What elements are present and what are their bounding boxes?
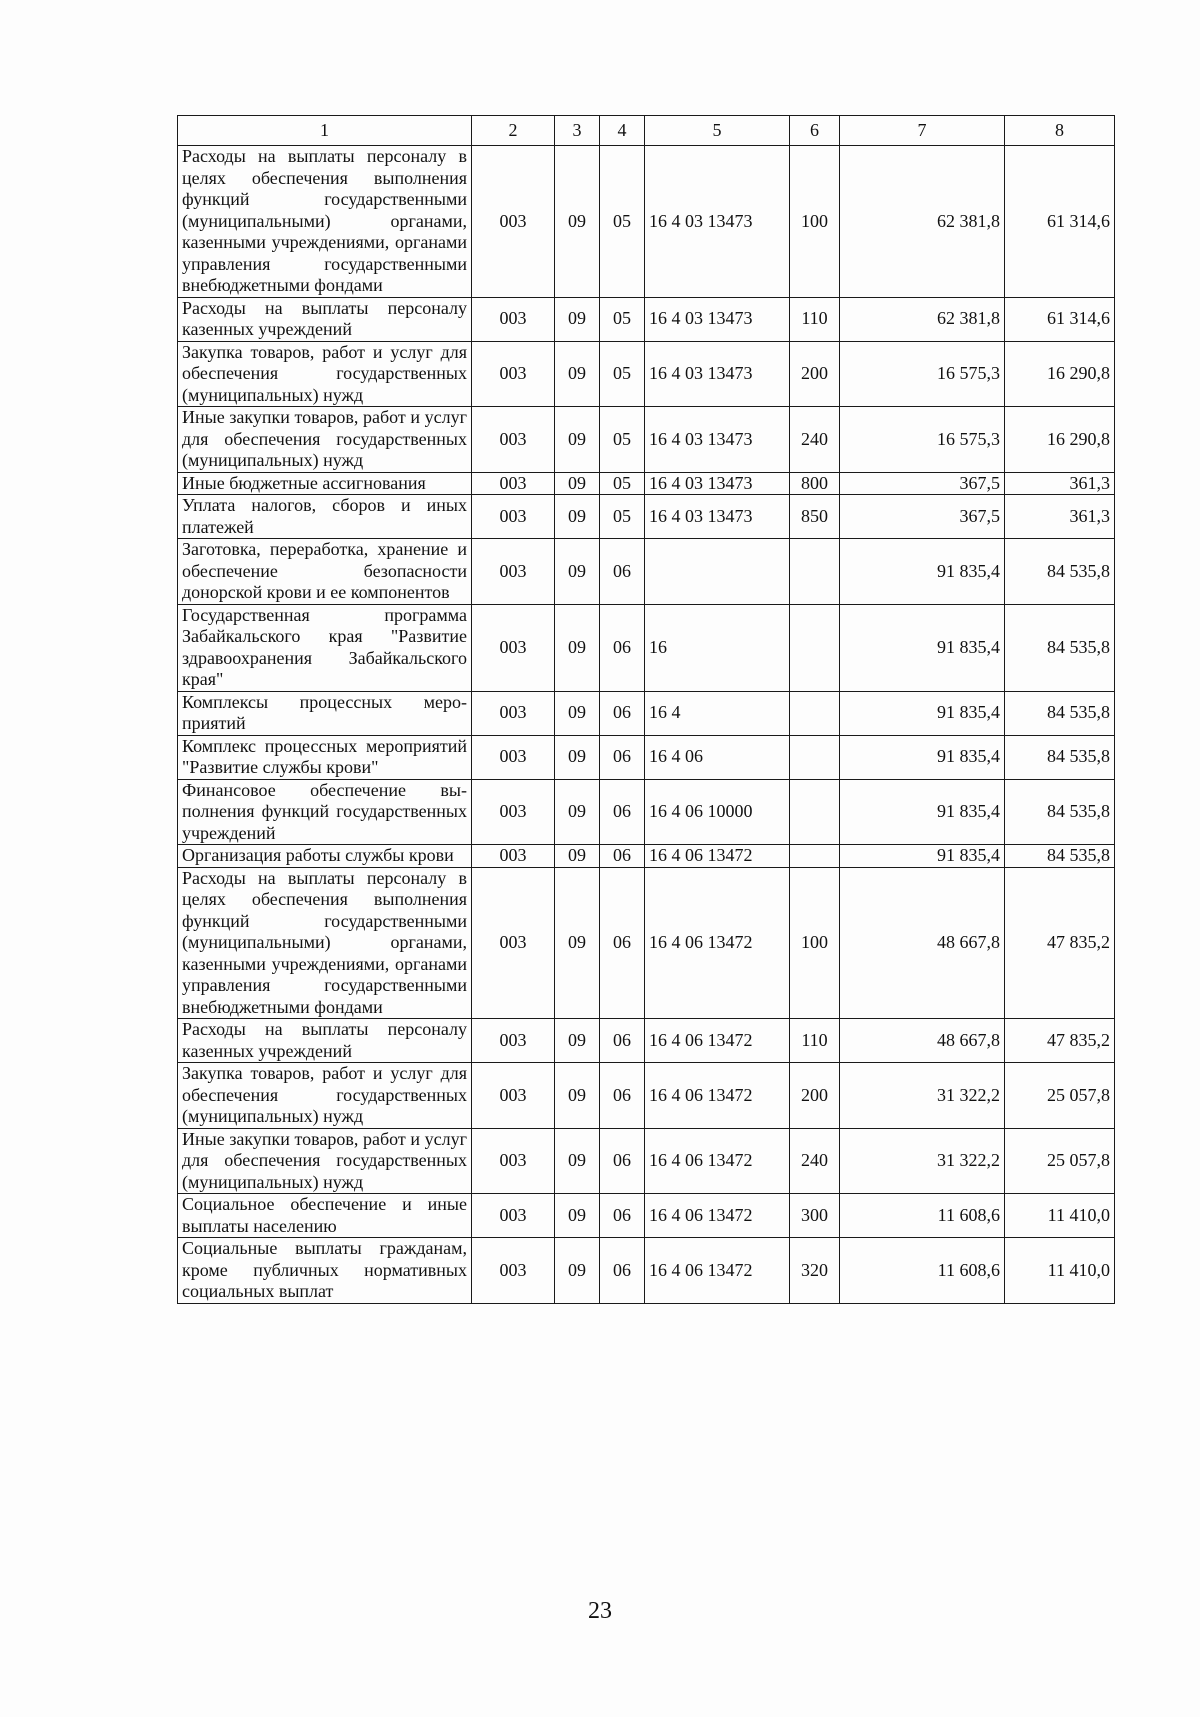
column-header-4: 4: [600, 116, 645, 146]
cell-section: 09: [555, 297, 600, 341]
column-header-8: 8: [1005, 116, 1115, 146]
cell-section: 09: [555, 845, 600, 868]
cell-target-article: 16 4 06 13472: [645, 845, 790, 868]
cell-expense-type: 100: [790, 867, 840, 1019]
cell-expense-type: 200: [790, 1063, 840, 1129]
cell-subsection: 06: [600, 691, 645, 735]
cell-amount-year1: 91 835,4: [840, 779, 1005, 845]
cell-section: 09: [555, 1019, 600, 1063]
cell-amount-year2: 84 535,8: [1005, 604, 1115, 691]
cell-amount-year2: 16 290,8: [1005, 341, 1115, 407]
table-row: [178, 1019, 1115, 1063]
column-header-7: 7: [840, 116, 1005, 146]
cell-amount-year1: 11 608,6: [840, 1194, 1005, 1238]
cell-amount-year2: 84 535,8: [1005, 691, 1115, 735]
cell-description: Иные бюджетные ассигнования: [178, 472, 472, 495]
cell-section: 09: [555, 341, 600, 407]
cell-target-article: 16 4 06 13472: [645, 1128, 790, 1194]
cell-amount-year2: 25 057,8: [1005, 1128, 1115, 1194]
cell-target-article: 16 4: [645, 691, 790, 735]
cell-amount-year1: 91 835,4: [840, 539, 1005, 605]
cell-target-article: 16 4 06 13472: [645, 1194, 790, 1238]
cell-expense-type: [790, 691, 840, 735]
cell-description: Иные закупки товаров, работ и услуг для обеспечения государственных (муниципальных) нужд: [178, 407, 472, 473]
cell-code-admin: 003: [472, 1238, 555, 1304]
cell-code-admin: 003: [472, 407, 555, 473]
cell-description: Уплата налогов, сборов и иных платежей: [178, 495, 472, 539]
cell-target-article: 16 4 03 13473: [645, 472, 790, 495]
cell-subsection: 06: [600, 867, 645, 1019]
cell-section: 09: [555, 1128, 600, 1194]
cell-target-article: 16 4 06 10000: [645, 779, 790, 845]
cell-section: 09: [555, 604, 600, 691]
cell-code-admin: 003: [472, 297, 555, 341]
table-row: [178, 735, 1115, 779]
cell-expense-type: 300: [790, 1194, 840, 1238]
cell-expense-type: 320: [790, 1238, 840, 1304]
cell-amount-year2: 361,3: [1005, 472, 1115, 495]
cell-target-article: 16 4 03 13473: [645, 297, 790, 341]
table-row: [178, 146, 1115, 298]
cell-target-article: 16 4 06 13472: [645, 1238, 790, 1304]
table-body: [178, 146, 1115, 1304]
cell-description: Закупка товаров, работ и услуг для обеспечения государственных (муниципальных) нужд: [178, 341, 472, 407]
cell-section: 09: [555, 146, 600, 298]
cell-section: 09: [555, 539, 600, 605]
cell-description: Расходы на выплаты персоналу казенных учреждений: [178, 297, 472, 341]
cell-amount-year1: 62 381,8: [840, 146, 1005, 298]
cell-subsection: 06: [600, 845, 645, 868]
cell-code-admin: 003: [472, 779, 555, 845]
cell-code-admin: 003: [472, 1128, 555, 1194]
cell-amount-year1: 16 575,3: [840, 341, 1005, 407]
cell-target-article: 16 4 06 13472: [645, 1019, 790, 1063]
cell-expense-type: [790, 735, 840, 779]
cell-subsection: 06: [600, 1238, 645, 1304]
cell-target-article: 16 4 03 13473: [645, 495, 790, 539]
cell-amount-year1: 91 835,4: [840, 845, 1005, 868]
cell-subsection: 06: [600, 1128, 645, 1194]
cell-subsection: 06: [600, 1063, 645, 1129]
cell-code-admin: 003: [472, 735, 555, 779]
cell-amount-year1: 31 322,2: [840, 1128, 1005, 1194]
column-header-2: 2: [472, 116, 555, 146]
cell-description: Иные закупки товаров, работ и услуг для обеспечения государственных (муниципальных) нужд: [178, 1128, 472, 1194]
cell-expense-type: 110: [790, 297, 840, 341]
column-header-1: 1: [178, 116, 472, 146]
cell-amount-year2: 84 535,8: [1005, 735, 1115, 779]
cell-amount-year1: 91 835,4: [840, 691, 1005, 735]
table-row: [178, 297, 1115, 341]
cell-amount-year2: 361,3: [1005, 495, 1115, 539]
table-row: [178, 604, 1115, 691]
cell-code-admin: 003: [472, 845, 555, 868]
cell-expense-type: [790, 845, 840, 868]
cell-section: 09: [555, 1194, 600, 1238]
cell-subsection: 05: [600, 341, 645, 407]
cell-expense-type: 240: [790, 407, 840, 473]
table-row: [178, 867, 1115, 1019]
cell-subsection: 05: [600, 495, 645, 539]
cell-code-admin: 003: [472, 1019, 555, 1063]
cell-target-article: 16 4 03 13473: [645, 146, 790, 298]
cell-expense-type: 850: [790, 495, 840, 539]
cell-amount-year2: 16 290,8: [1005, 407, 1115, 473]
table-row: [178, 407, 1115, 473]
table-row: [178, 1063, 1115, 1129]
cell-subsection: 05: [600, 407, 645, 473]
cell-description: Закупка товаров, работ и услуг для обеспечения государственных (муниципальных) нужд: [178, 1063, 472, 1129]
cell-amount-year1: 367,5: [840, 472, 1005, 495]
budget-table: [177, 115, 1115, 1304]
cell-code-admin: 003: [472, 472, 555, 495]
cell-amount-year2: 84 535,8: [1005, 539, 1115, 605]
cell-description: Комплекс процессных мероприятий "Развитие службы крови": [178, 735, 472, 779]
table-row: [178, 341, 1115, 407]
cell-section: 09: [555, 1238, 600, 1304]
cell-code-admin: 003: [472, 539, 555, 605]
cell-code-admin: 003: [472, 691, 555, 735]
cell-section: 09: [555, 867, 600, 1019]
cell-code-admin: 003: [472, 1194, 555, 1238]
cell-section: 09: [555, 735, 600, 779]
cell-amount-year1: 48 667,8: [840, 867, 1005, 1019]
cell-amount-year1: 62 381,8: [840, 297, 1005, 341]
cell-subsection: 06: [600, 1194, 645, 1238]
cell-amount-year2: 11 410,0: [1005, 1238, 1115, 1304]
cell-amount-year1: 31 322,2: [840, 1063, 1005, 1129]
cell-subsection: 06: [600, 735, 645, 779]
cell-amount-year2: 84 535,8: [1005, 845, 1115, 868]
cell-target-article: 16 4 03 13473: [645, 341, 790, 407]
cell-amount-year1: 16 575,3: [840, 407, 1005, 473]
column-header-3: 3: [555, 116, 600, 146]
table-row: [178, 1194, 1115, 1238]
table-row: [178, 1128, 1115, 1194]
cell-subsection: 06: [600, 539, 645, 605]
cell-subsection: 06: [600, 1019, 645, 1063]
cell-code-admin: 003: [472, 341, 555, 407]
cell-expense-type: [790, 539, 840, 605]
cell-description: Расходы на выплаты персоналу казенных учреждений: [178, 1019, 472, 1063]
table-row: [178, 1238, 1115, 1304]
cell-section: 09: [555, 779, 600, 845]
cell-amount-year2: 61 314,6: [1005, 297, 1115, 341]
cell-expense-type: 800: [790, 472, 840, 495]
cell-amount-year1: 91 835,4: [840, 735, 1005, 779]
cell-target-article: 16: [645, 604, 790, 691]
cell-code-admin: 003: [472, 146, 555, 298]
cell-description: Комплексы процессных мероприятий: [178, 691, 472, 735]
cell-amount-year2: 11 410,0: [1005, 1194, 1115, 1238]
cell-subsection: 06: [600, 779, 645, 845]
cell-description: Финансовое обеспечение выполнения функций государственных учреждений: [178, 779, 472, 845]
cell-section: 09: [555, 495, 600, 539]
table-row: [178, 472, 1115, 495]
cell-code-admin: 003: [472, 1063, 555, 1129]
cell-section: 09: [555, 1063, 600, 1129]
cell-target-article: 16 4 06 13472: [645, 1063, 790, 1129]
cell-expense-type: 110: [790, 1019, 840, 1063]
table-row: [178, 779, 1115, 845]
cell-description: Социальные выплаты гражданам, кроме публичных нормативных социальных выплат: [178, 1238, 472, 1304]
cell-amount-year1: 11 608,6: [840, 1238, 1005, 1304]
cell-amount-year2: 84 535,8: [1005, 779, 1115, 845]
cell-expense-type: [790, 604, 840, 691]
table-row: [178, 845, 1115, 868]
cell-description: Расходы на выплаты персоналу в целях обеспечения выполнения функций государственными (муниципальными) органами, казенными учреждениями, органами управления государственными внебюджетными фондами: [178, 867, 472, 1019]
header-row: [178, 116, 1115, 146]
cell-section: 09: [555, 472, 600, 495]
table-row: [178, 495, 1115, 539]
cell-amount-year1: 367,5: [840, 495, 1005, 539]
cell-expense-type: 100: [790, 146, 840, 298]
cell-code-admin: 003: [472, 867, 555, 1019]
cell-code-admin: 003: [472, 604, 555, 691]
cell-code-admin: 003: [472, 495, 555, 539]
cell-description: Расходы на выплаты персоналу в целях обеспечения выполнения функций государственными (муниципальными) органами, казенными учреждениями, органами управления государственными внебюджетными фондами: [178, 146, 472, 298]
cell-target-article: 16 4 06 13472: [645, 867, 790, 1019]
cell-target-article: [645, 539, 790, 605]
cell-subsection: 06: [600, 604, 645, 691]
cell-subsection: 05: [600, 146, 645, 298]
cell-amount-year1: 48 667,8: [840, 1019, 1005, 1063]
column-header-6: 6: [790, 116, 840, 146]
cell-target-article: 16 4 06: [645, 735, 790, 779]
cell-target-article: 16 4 03 13473: [645, 407, 790, 473]
cell-description: Государственная программа Забайкальского края "Развитие здравоохранения Забайкальского края": [178, 604, 472, 691]
cell-description: Социальное обеспечение и иные выплаты населению: [178, 1194, 472, 1238]
page-number: 23: [588, 1598, 612, 1624]
cell-section: 09: [555, 407, 600, 473]
cell-section: 09: [555, 691, 600, 735]
column-header-5: 5: [645, 116, 790, 146]
cell-amount-year2: 25 057,8: [1005, 1063, 1115, 1129]
table-row: [178, 691, 1115, 735]
cell-description: Заготовка, переработка, хранение и обеспечение безопасности донорской крови и ее компонентов: [178, 539, 472, 605]
cell-amount-year2: 47 835,2: [1005, 867, 1115, 1019]
cell-description: Организация работы службы крови: [178, 845, 472, 868]
cell-amount-year2: 61 314,6: [1005, 146, 1115, 298]
cell-amount-year2: 47 835,2: [1005, 1019, 1115, 1063]
cell-expense-type: 240: [790, 1128, 840, 1194]
cell-subsection: 05: [600, 297, 645, 341]
cell-subsection: 05: [600, 472, 645, 495]
table-row: [178, 539, 1115, 605]
cell-expense-type: [790, 779, 840, 845]
cell-amount-year1: 91 835,4: [840, 604, 1005, 691]
cell-expense-type: 200: [790, 341, 840, 407]
